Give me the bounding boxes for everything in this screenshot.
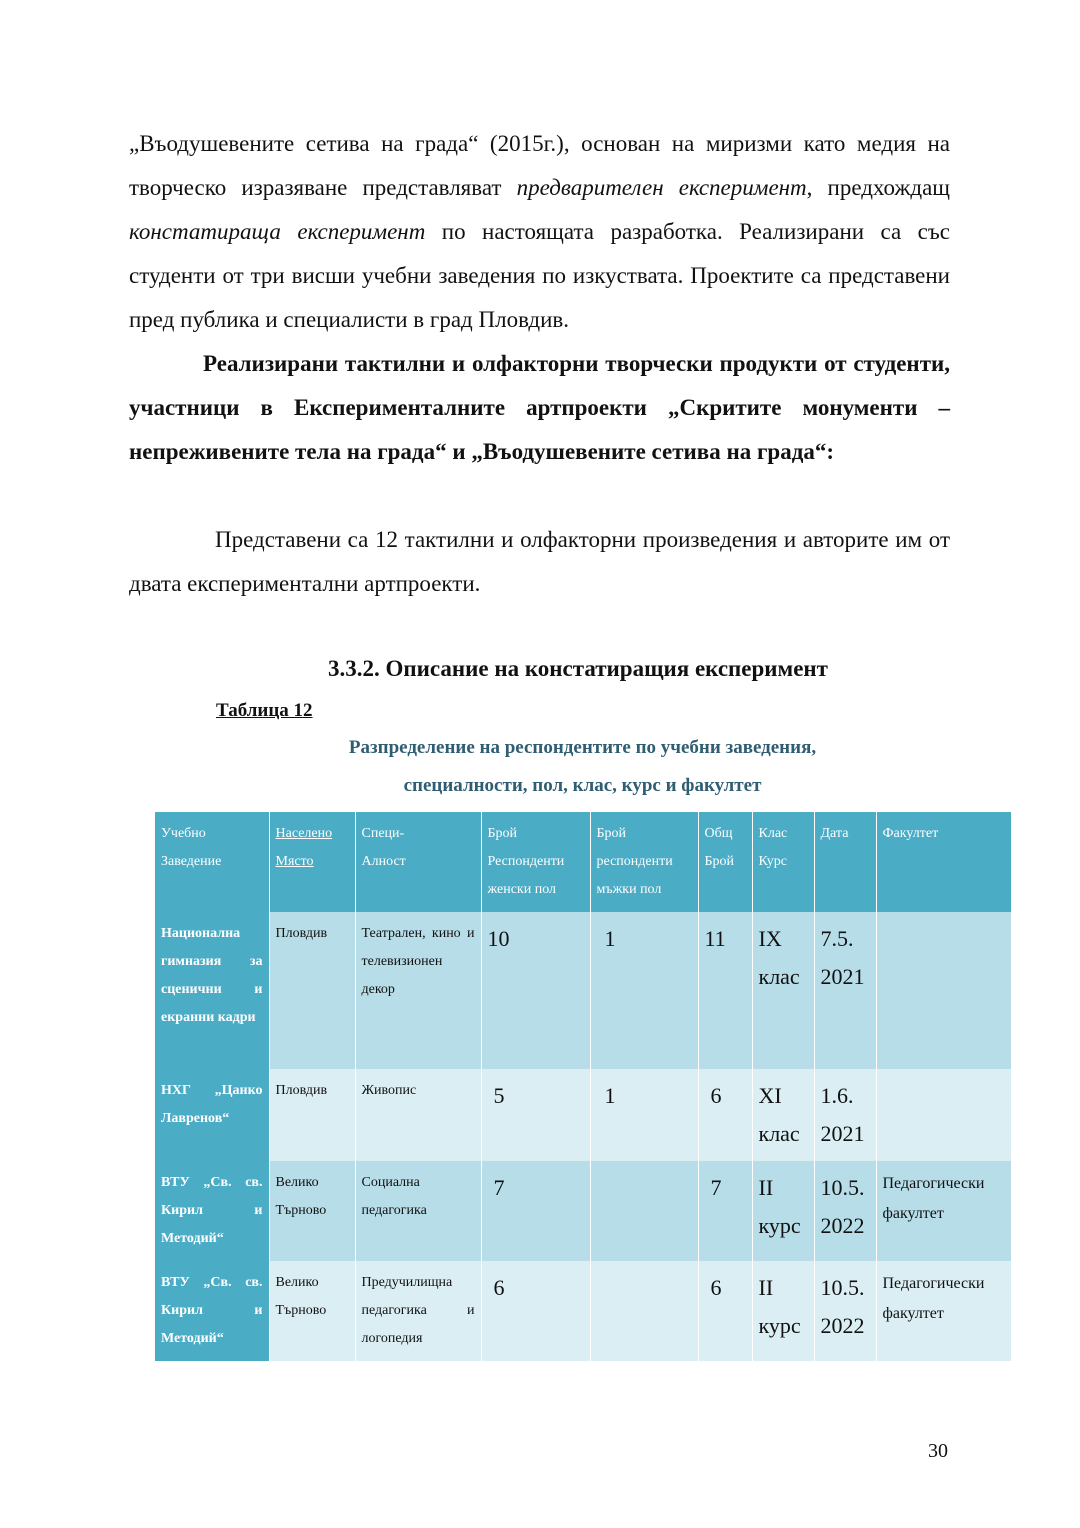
cell-grade: IX клас	[752, 912, 814, 1069]
page-number: 30	[928, 1440, 948, 1462]
header-grade: Клас Курс	[752, 812, 814, 912]
table-header-row	[155, 812, 1011, 912]
cell-institution: ВТУ „Св. св. Кирил и Методий“	[155, 1261, 269, 1361]
cell-faculty: Педагогически факултет	[876, 1261, 1011, 1361]
respondents-table	[155, 812, 1012, 1361]
table-row	[155, 912, 1011, 1069]
paragraph-summary: Представени са 12 тактилни и олфакторни произведения и авторите им от двата експериментални артпроекти.	[129, 527, 950, 596]
cell-male	[590, 1261, 698, 1361]
header-total: Общ Брой	[698, 812, 752, 912]
cell-specialty: Театрален, кино и телевизионен декор	[355, 912, 481, 1069]
table-label: Таблица 12	[216, 700, 313, 721]
cell-grade: XI клас	[752, 1069, 814, 1161]
cell-female: 5	[481, 1069, 590, 1161]
cell-male: 1	[590, 912, 698, 1069]
cell-grade: II курс	[752, 1261, 814, 1361]
cell-specialty: Предучилищна педагогика и логопедия	[355, 1261, 481, 1361]
paragraph-intro-emphasis-2: констатираща експеримент	[129, 219, 426, 244]
header-institution: Учебно Заведение	[155, 812, 269, 912]
table-row	[155, 1069, 1011, 1161]
paragraph-bold-heading: Реализирани тактилни и олфакторни творчески продукти от студенти, участници в Експерименталните артпроекти „Скритите монументи – непреживените тела на града“ и „Въодушевените сетива на града“:	[129, 351, 950, 464]
cell-institution: НХГ „Цанко Лавренов“	[155, 1069, 269, 1161]
cell-date: 1.6. 2021	[814, 1069, 876, 1161]
cell-male	[590, 1161, 698, 1261]
paragraph-intro-text-2: , предхождащ	[806, 175, 950, 200]
section-heading: 3.3.2. Описание на констатиращия експеримент	[328, 656, 828, 681]
header-male: Брой респонденти мъжки пол	[590, 812, 698, 912]
header-faculty: Факултет	[876, 812, 1011, 912]
cell-female: 10	[481, 912, 590, 1069]
cell-place: Велико Търново	[269, 1161, 355, 1261]
cell-total: 6	[698, 1261, 752, 1361]
table-caption-line-2: специалности, пол, клас, курс и факултет	[403, 775, 762, 796]
cell-total: 7	[698, 1161, 752, 1261]
cell-male: 1	[590, 1069, 698, 1161]
cell-total: 11	[698, 912, 752, 1069]
cell-place: Велико Търново	[269, 1261, 355, 1361]
cell-specialty: Живопис	[355, 1069, 481, 1161]
cell-female: 7	[481, 1161, 590, 1261]
paragraph-intro-text-3: по настоящата разработка. Реализирани са със студенти от три висши учебни заведения по изкуствата. Проектите са представени пред публика и специалисти в град Пловдив.	[129, 219, 950, 332]
cell-female: 6	[481, 1261, 590, 1361]
cell-faculty	[876, 1069, 1011, 1161]
cell-specialty: Социална педагогика	[355, 1161, 481, 1261]
paragraph-intro	[129, 122, 950, 342]
cell-date: 7.5. 2021	[814, 912, 876, 1069]
paragraph-intro-text-1: „Въодушевените сетива на града“ (2015г.), основан на миризми като медия на творческо изразяване представляват	[129, 131, 950, 200]
paragraph-intro-emphasis-1: предварителен експеримент	[516, 175, 807, 200]
table-row	[155, 1261, 1011, 1361]
cell-institution: Национална гимназия за сценични и екранни кадри	[155, 912, 269, 1069]
cell-place: Пловдив	[269, 912, 355, 1069]
cell-faculty	[876, 912, 1011, 1069]
cell-date: 10.5. 2022	[814, 1161, 876, 1261]
header-specialty: Специ- Алност	[355, 812, 481, 912]
header-date: Дата	[814, 812, 876, 912]
cell-grade: II курс	[752, 1161, 814, 1261]
header-place: Населено Място	[269, 812, 355, 912]
header-female: Брой Респонденти женски пол	[481, 812, 590, 912]
table-row	[155, 1161, 1011, 1261]
cell-date: 10.5. 2022	[814, 1261, 876, 1361]
table-caption-line-1: Разпределение на респондентите по учебни заведения,	[348, 737, 817, 758]
cell-total: 6	[698, 1069, 752, 1161]
cell-place: Пловдив	[269, 1069, 355, 1161]
cell-institution: ВТУ „Св. св. Кирил и Методий“	[155, 1161, 269, 1261]
cell-faculty: Педагогически факултет	[876, 1161, 1011, 1261]
